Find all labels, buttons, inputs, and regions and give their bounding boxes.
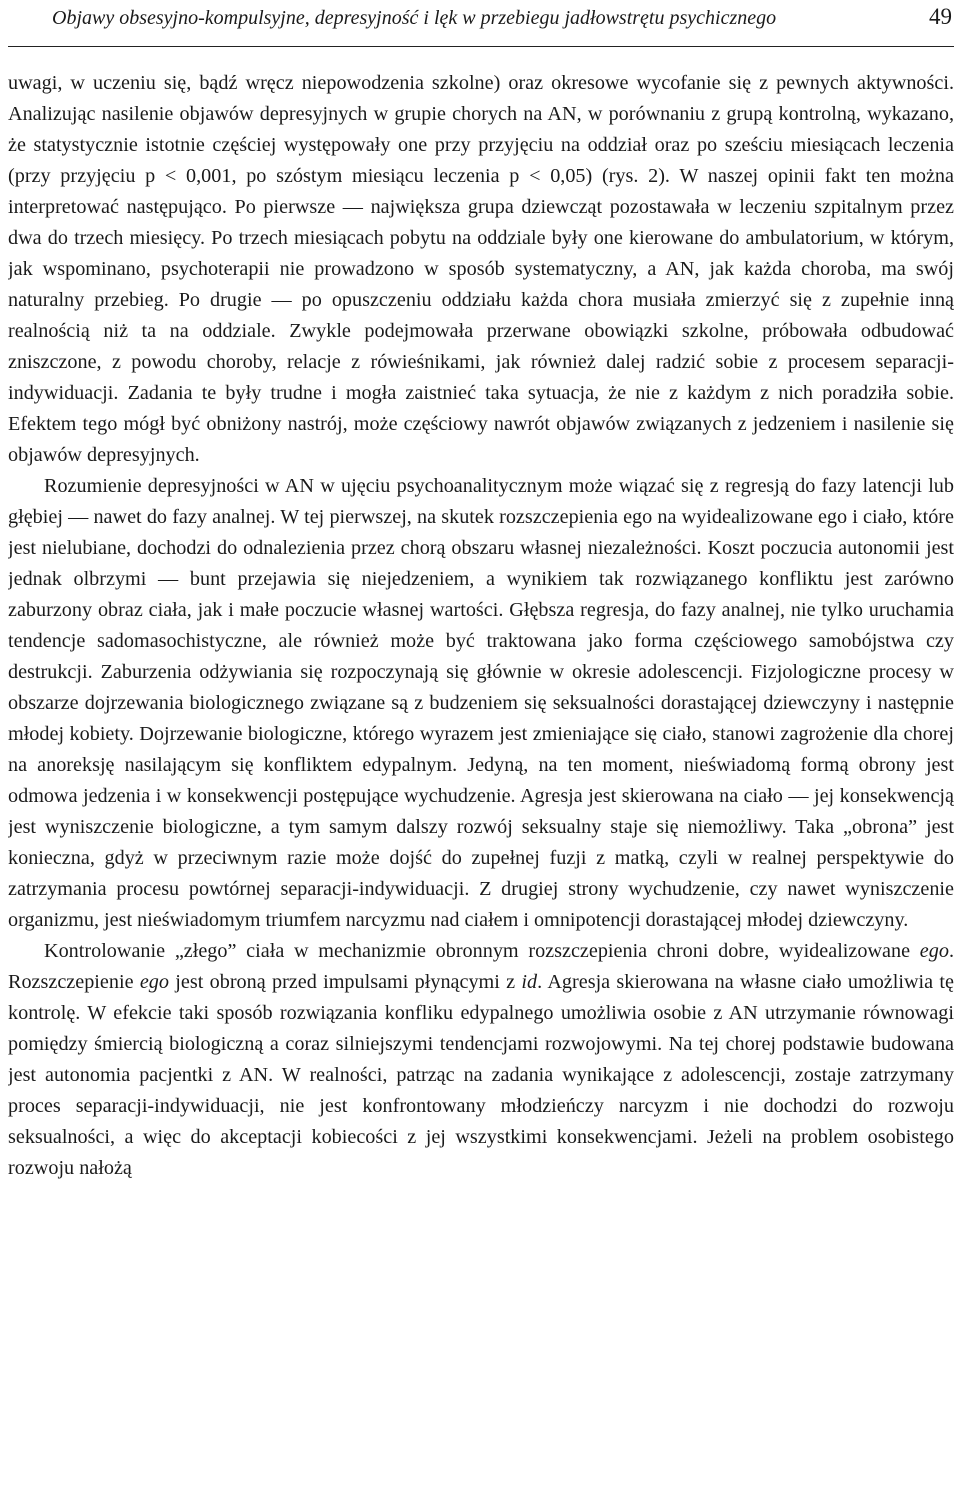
page-number: 49 bbox=[929, 4, 952, 29]
paragraph-2: Rozumienie depresyjności w AN w ujęciu psychoanalitycznym może wiązać się z regresją do fazy latencji lub głębiej — nawet do fazy analnej. W tej pierwszej, na skutek rozszczepienia ego na wyidealizowane ego i ciało, które jest nielubiane, dochodzi do odnalezienia przez chorą obszaru własnej niezależności. Koszt poczucia autonomii jest jednak olbrzymi — bunt przejawia się niejedzeniem, a wynikiem tak rozwiązanego konfliktu jest zarówno zaburzony obraz ciała, jak i małe poczucie własnej wartości. Głębsza regresja, do fazy analnej, nie tylko uruchamia tendencje sadomasochistyczne, ale również może być traktowana jako forma częściowego samobójstwa czy destrukcji. Zaburzenia odżywiania się rozpoczynają się głównie w okresie adolescencji. Fizjologiczne procesy w obszarze dojrzewania biologicznego związane są z budzeniem się seksualności dorastającej dziewczyny i następnie młodej kobiety. Dojrzewanie biologiczne, którego wyrazem jest zmieniające się ciało, stanowi zagrożenie dla chorej na anoreksję nasilającym się konfliktem edypalnym. Jedyną, na ten moment, nieświadomą formą obrony jest odmowa jedzenia i w konsekwencji postępujące wychudzenie. Agresja jest skierowana na ciało — jej konsekwencją jest wyniszczenie biologiczne, a tym samym dalszy rozwój seksualny staje się niemożliwy. Taka „obrona” jest konieczna, gdyż w przeciwnym razie może dojść do zupełnej fuzji z matką, czyli w realnej perspektywie do zatrzymania procesu powtórnej separacji-indywiduacji. Z drugiej strony wychudzenie, czy nawet wyniszczenie organizmu, jest nieświadomym triumfem narcyzmu nad ciałem i omnipotencji dorastającej młodej dziewczyny. bbox=[8, 475, 954, 931]
paragraph-3-part-2: . Rozszczepienie bbox=[8, 940, 954, 993]
paragraph-3 bbox=[8, 936, 954, 1184]
page-header bbox=[8, 2, 954, 47]
paragraph-1: uwagi, w uczeniu się, bądź wręcz niepowodzenia szkolne) oraz okresowe wycofanie się z pewnych aktywności. Analizując nasilenie objawów depresyjnych w grupie chorych na AN, w porównaniu z grupą kontrolną, wykazano, że statystycznie istotnie częściej występowały one przy przyjęciu na oddział oraz po sześciu miesiącach leczenia (przy przyjęciu p < 0,001, po szóstym miesiącu leczenia p < 0,05) (rys. 2). W naszej opinii fakt ten można interpretować następująco. Po pierwsze — największa grupa dziewcząt pozostawała w leczeniu szpitalnym przez dwa do trzech miesięcy. Po trzech miesiącach pobytu na oddziale były one kierowane do ambulatorium, w którym, jak wspominano, psychoterapii nie prowadzono w sposób systematyczny, a AN, jak każda choroba, ma swój naturalny przebieg. Po drugie — po opuszczeniu oddziału każda chora musiała zmierzyć się z zupełnie inną realnością niż ta na oddziale. Zwykle podejmowała przerwane obowiązki szkolne, próbowała odbudować zniszczone, z powodu choroby, relacje z rówieśnikami, jak również dalej radzić sobie z procesem separacji-indywiduacji. Zadania te były trudne i mogła zaistnieć taka sytuacja, że nie z każdym z nich poradziła sobie. Efektem tego mógł być obniżony nastrój, może częściowy nawrót objawów związanych z jedzeniem i nasilenie się objawów depresyjnych. bbox=[8, 72, 954, 466]
ego-term: ego bbox=[139, 971, 169, 993]
paragraph-3-part-1: Kontrolowanie „złego” ciała w mechanizmie obronnym rozszczepienia chroni dobre, wyidealizowane bbox=[44, 940, 920, 962]
ego-term: ego bbox=[919, 940, 949, 962]
paragraph-3-part-3: jest obroną przed impulsami płynącymi z bbox=[169, 971, 522, 993]
document-page bbox=[8, 0, 954, 1499]
id-term: id bbox=[521, 971, 538, 993]
body-text bbox=[8, 68, 954, 1184]
paragraph-3-part-4: . Agresja skierowana na własne ciało umożliwia tę kontrolę. W efekcie taki sposób rozwiązania konfliku edypalnego umożliwia osobie z AN utrzymanie równowagi pomiędzy śmiercią biologiczną a coraz silniejszymi tendencjami rozwojowymi. Na tej chorej podstawie budowana jest autonomia pacjentki z AN. W realności, patrząc na zadania wynikające z adolescencji, zostaje zatrzymany proces separacji-indywiduacji, nie jest konfrontowany młodzieńczy narcyzm i nie dochodzi do rozwoju seksualności, a więc do akceptacji kobiecości z jej wszystkimi konsekwencjami. Jeżeli na problem osobistego rozwoju nałożą bbox=[8, 971, 954, 1179]
running-title: Objawy obsesyjno-kompulsyjne, depresyjność i lęk w przebiegu jadłowstrętu psychicznego bbox=[52, 7, 777, 29]
